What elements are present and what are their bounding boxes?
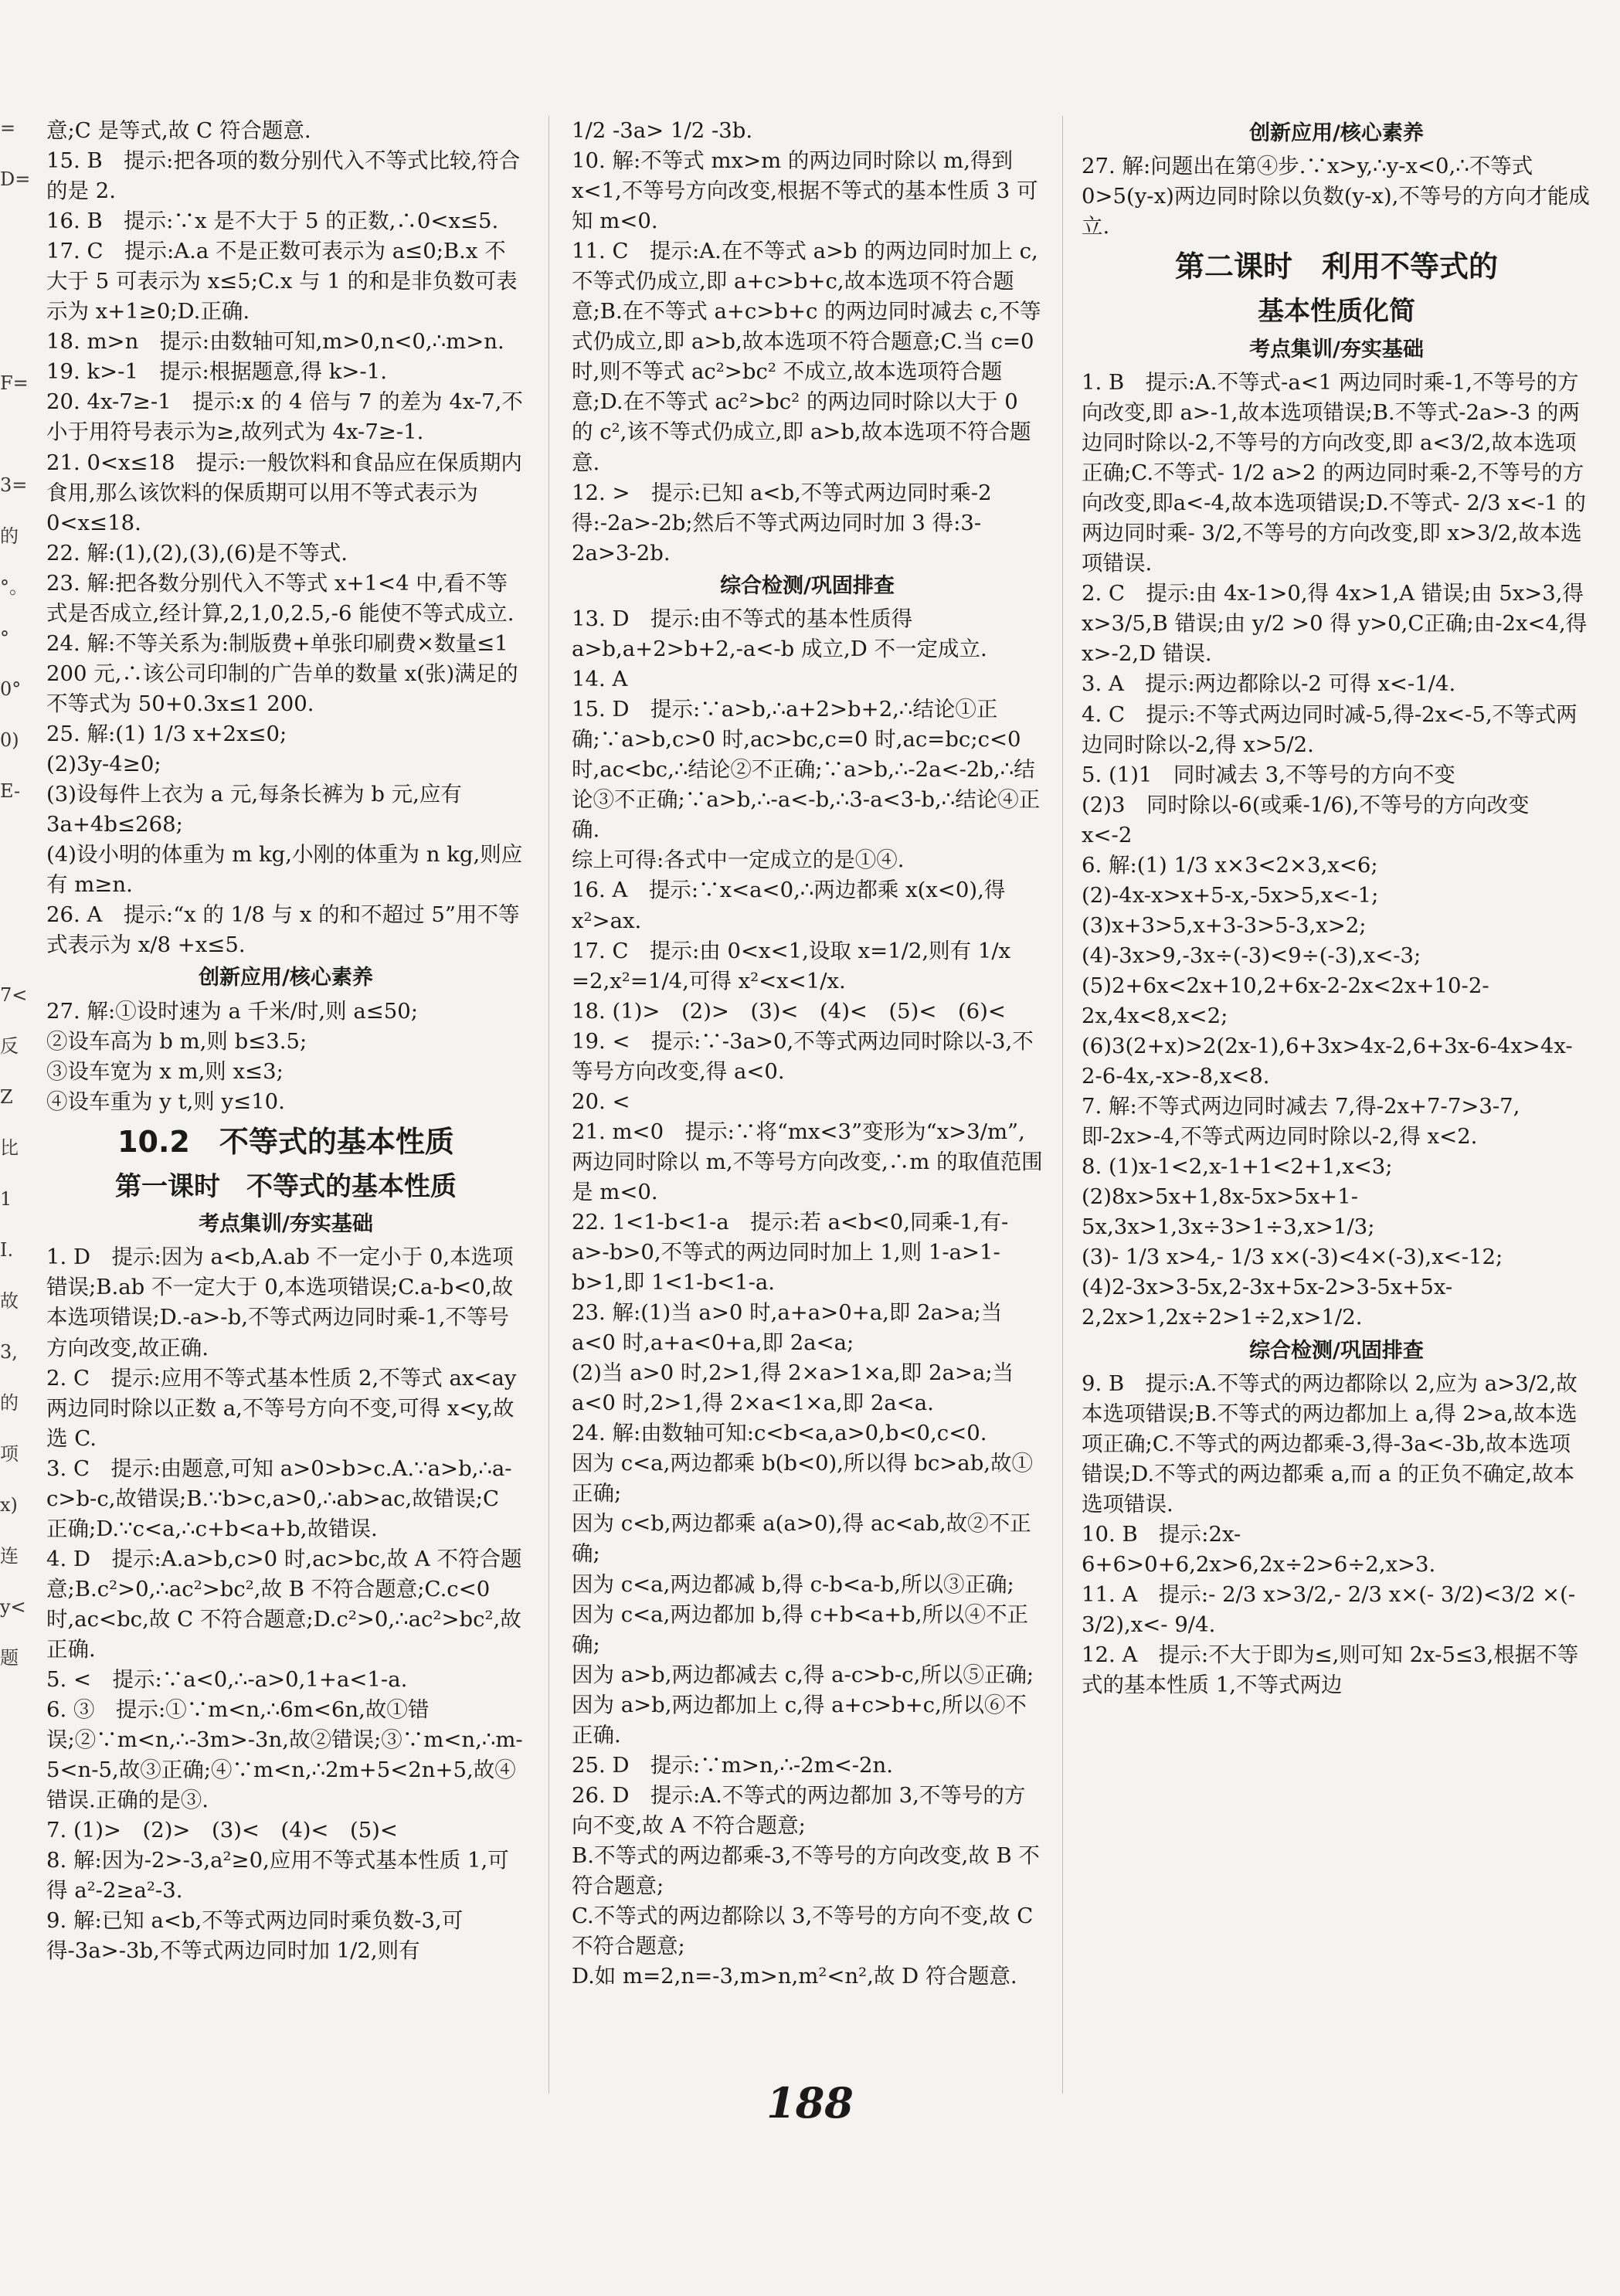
edge-mark	[0, 218, 20, 269]
answer-line: 因为 a>b,两边都减去 c,得 a-c>b-c,所以⑤正确;	[572, 1662, 1034, 1687]
answer-line: 25. D 提示:∵m>n,∴-2m<-2n.	[572, 1752, 894, 1778]
edge-mark: 的	[0, 525, 19, 547]
answer-line: (3)设每件上衣为 a 元,每条长裤为 b 元,应有 3a+4b≤268;	[46, 782, 469, 837]
answer-line: 5. < 提示:∵a<0,∴-a>0,1+a<1-a.	[46, 1667, 408, 1693]
answer-line: (3)x+3>5,x+3-3>5-3,x>2;	[1082, 912, 1367, 938]
answer-line: 7. (1)> (2)> (3)< (4)< (5)<	[46, 1818, 398, 1843]
answer-line: 21. m<0 提示:∵将“mx<3”变形为“x>3/m”,两边同时除以 m,不等号方向改变,∴m 的取值范围是 m<0.	[572, 1119, 1043, 1204]
answer-line: 25. 解:(1) 1/3 x+2x≤0;	[46, 721, 287, 746]
edge-mark	[0, 830, 20, 881]
answer-line: 26. A 提示:“x 的 1/8 与 x 的和不超过 5”用不等式表示为 x/8 +x≤5.	[46, 902, 520, 958]
section-heading: 第二课时 利用不等式的	[1174, 250, 1498, 284]
answer-line: 13. D 提示:由不等式的基本性质得 a>b,a+2>b+2,-a<-b 成立,D 不一定成立.	[572, 606, 987, 662]
answer-line: 17. C 提示:由 0<x<1,设取 x=1/2,则有 1/x =2,x²=1/4,可得 x²<x<1/x.	[572, 938, 1017, 993]
answer-line: 意;C 是等式,故 C 符合题意.	[46, 118, 311, 143]
left-edge-marks	[0, 116, 31, 2047]
answer-column-1	[46, 116, 525, 2094]
answer-line: 18. (1)> (2)> (3)< (4)< (5)< (6)<	[572, 998, 1006, 1024]
answer-line: 因为 c<a,两边都减 b,得 c-b<a-b,所以③正确;	[572, 1571, 1014, 1597]
answer-line: 10. B 提示:2x-6+6>0+6,2x>6,2x÷2>6÷2,x>3.	[1082, 1522, 1436, 1578]
answer-line: (4)-3x>9,-3x÷(-3)<9÷(-3),x<-3;	[1082, 943, 1421, 968]
edge-mark: 故	[0, 1290, 19, 1312]
answer-line: 23. 解:(1)当 a>0 时,a+a>0+a,即 2a>a;当 a<0 时,a+a<0+a,即 2a<a;	[572, 1300, 1009, 1356]
answer-line: 4. D 提示:A.a>b,c>0 时,ac>bc,故 A 不符合题意;B.c²>0,∴ac²>bc²,故 B 不符合题意;C.c<0 时,ac<bc,故 C 不符合题意;D.c²>0,∴ac²>bc²,故正确.	[46, 1546, 522, 1662]
answer-line: 24. 解:不等关系为:制版费+单张印刷费×数量≤1 200 元,∴该公司印制的广告单的数量 x(张)满足的不等式为 50+0.3x≤1 200.	[46, 630, 518, 716]
answer-line: 6. ③ 提示:①∵m<n,∴6m<6n,故①错误;②∵m<n,∴-3m>-3n,故②错误;③∵m<n,∴m-5<n-5,故③正确;④∵m<n,∴2m+5<2n+5,故④错误.正确的是③.	[46, 1697, 523, 1813]
answer-line: 3. A 提示:两边都除以-2 可得 x<-1/4.	[1082, 671, 1456, 697]
answer-line: C.不等式的两边都除以 3,不等号的方向不变,故 C 不符合题意;	[572, 1904, 1041, 1959]
section-subheading: 考点集训/夯实基础	[199, 1212, 373, 1237]
answer-line: 16. B 提示:∵x 是不大于 5 的正数,∴0<x≤5.	[46, 209, 499, 234]
edge-mark: 3=	[0, 474, 28, 496]
answer-line: 2. C 提示:应用不等式基本性质 2,不等式 ax<ay 两边同时除以正数 a,不等号方向不变,可得 x<y,故选 C.	[46, 1365, 524, 1451]
answer-line: 因为 c<a,两边都加 b,得 c+b<a+b,所以④不正确;	[572, 1601, 1029, 1657]
answer-line: 11. C 提示:A.在不等式 a>b 的两边同时加上 c,不等式仍成立,即 a+c>b+c,故本选项不符合题意;B.在不等式 a+c>b+c 的两边同时减去 c,不等式仍成立,即 a>b,故本选项不符合题意;C.当 c=0 时,则不等式 ac²>bc² 不成立,故本选项符合题意;D.在不等式 ac²>bc² 的两边同时除以大于 0 的 c²,该不等式仍成立,即 a>b,故本选项不符合题意.	[572, 239, 1041, 475]
edge-mark: y<	[0, 1596, 26, 1618]
column-divider	[1062, 116, 1063, 2094]
answer-line: 20. <	[572, 1089, 630, 1114]
answer-line: ③设车宽为 x m,则 x≤3;	[46, 1058, 284, 1084]
answer-line: 27. 解:①设时速为 a 千米/时,则 a≤50;	[46, 998, 419, 1024]
answer-line: 19. k>-1 提示:根据题意,得 k>-1.	[46, 359, 387, 385]
answer-line: 18. m>n 提示:由数轴可知,m>0,n<0,∴m>n.	[46, 329, 504, 355]
edge-mark: 7<	[0, 984, 28, 1006]
answer-line: 7. 解:不等式两边同时减去 7,得-2x+7-7>3-7,即-2x>-4,不等式两边同时除以-2,得 x<2.	[1082, 1094, 1520, 1150]
answer-line: 14. A	[572, 667, 628, 692]
answer-line: 6. 解:(1) 1/3 x×3<2×3,x<6;	[1082, 852, 1378, 878]
answer-line: ④设车重为 y t,则 y≤10.	[46, 1089, 285, 1114]
answer-line: 27. 解:问题出在第④步.∵x>y,∴y-x<0,∴不等式 0>5(y-x)两边同时除以负数(y-x),不等号的方向才能成立.	[1082, 154, 1590, 239]
answer-column-3	[1082, 116, 1595, 2094]
edge-mark: 连	[0, 1545, 19, 1567]
edge-mark	[0, 320, 20, 371]
answer-line: (5)2+6x<2x+10,2+6x-2-2x<2x+10-2-2x,4x<8,x<2;	[1082, 973, 1489, 1028]
answer-line: (6)3(2+x)>2(2x-1),6+3x>4x-2,6+3x-6-4x>4x-2-6-4x,-x>-8,x<8.	[1082, 1034, 1573, 1089]
answer-line: 9. B 提示:A.不等式的两边都除以 2,应为 a>3/2,故本选项错误;B.不等式的两边都加上 a,得 2>a,故本选项正确;C.不等式的两边都乘-3,得-3a<-3b,故本选项错误;D.不等式的两边都乘 a,而 a 的正负不确定,故本选项错误.	[1082, 1370, 1578, 1517]
edge-mark	[0, 422, 20, 473]
answer-line: 9. 解:已知 a<b,不等式两边同时乘负数-3,可得-3a>-3b,不等式两边同时加 1/2,则有	[46, 1908, 464, 1964]
answer-line: (4)设小明的体重为 m kg,小刚的体重为 n kg,则应有 m≥n.	[46, 842, 523, 898]
edge-mark: =	[0, 117, 16, 139]
answer-line: ②设车高为 b m,则 b≤3.5;	[46, 1028, 307, 1054]
answer-line: (3)- 1/3 x>4,- 1/3 x×(-3)<4×(-3),x<-12;	[1082, 1245, 1503, 1270]
section-subheading: 考点集训/夯实基础	[1249, 337, 1424, 362]
answer-line: 22. 解:(1),(2),(3),(6)是不等式.	[46, 540, 348, 566]
column-divider	[548, 116, 549, 2094]
section-heading: 基本性质化简	[1258, 296, 1415, 328]
answer-line: (2)当 a>0 时,2>1,得 2×a>1×a,即 2a>a;当 a<0 时,2>1,得 2×a<1×a,即 2a<a.	[572, 1360, 1021, 1416]
answer-line: 因为 c<b,两边都乘 a(a>0),得 ac<ab,故②不正确;	[572, 1511, 1031, 1567]
section-subheading: 综合检测/巩固排查	[1249, 1338, 1424, 1363]
edge-mark	[0, 881, 20, 932]
edge-mark: 比	[0, 1137, 19, 1159]
section-heading: 第一课时 不等式的基本性质	[115, 1170, 457, 1202]
answer-line: 3. C 提示:由题意,可知 a>0>b>c.A.∵a>b,∴a-c>b-c,故错误;B.∵b>c,a>0,∴ab>ac,故错误;C 正确;D.∵c<a,∴c+b<a+b,故错误.	[46, 1455, 512, 1541]
edge-mark	[0, 932, 20, 983]
answer-line: 8. 解:因为-2>-3,a²≥0,应用不等式基本性质 1,可得 a²-2≥a²-3.	[46, 1848, 509, 1904]
edge-mark: D=	[0, 168, 31, 190]
edge-mark: 3,	[0, 1341, 18, 1363]
edge-mark	[0, 269, 20, 320]
answer-line: 4. C 提示:不等式两边同时减-5,得-2x<-5,不等式两边同时除以-2,得 x>5/2.	[1082, 701, 1578, 757]
answer-line: 因为 c<a,两边都乘 b(b<0),所以得 bc>ab,故①正确;	[572, 1451, 1034, 1506]
answer-line: (4)2-3x>3-5x,2-3x+5x-2>3-5x+5x-2,2x>1,2x÷2>1÷2,x>1/2.	[1082, 1275, 1453, 1330]
answer-line: 20. 4x-7≥-1 提示:x 的 4 倍与 7 的差为 4x-7,不小于用符号表示为≥,故列式为 4x-7≥-1.	[46, 389, 523, 445]
edge-mark: 1	[0, 1188, 12, 1210]
edge-mark: °	[0, 627, 9, 649]
section-heading: 10.2 不等式的基本性质	[117, 1124, 454, 1159]
answer-line: 16. A 提示:∵x<a<0,∴两边都乘 x(x<0),得 x²>ax.	[572, 878, 1013, 933]
answer-line: B.不等式的两边都乘-3,不等号的方向改变,故 B 不符合题意;	[572, 1843, 1040, 1898]
section-subheading: 综合检测/巩固排查	[720, 573, 895, 598]
answer-line: (2)3y-4≥0;	[46, 751, 161, 776]
edge-mark: E-	[0, 780, 21, 802]
answer-line: 因为 a>b,两边都加上 c,得 a+c>b+c,所以⑥不正确.	[572, 1692, 1027, 1747]
edge-mark: x)	[0, 1494, 18, 1516]
answer-column-2	[572, 116, 1043, 2094]
answer-line: 26. D 提示:A.不等式的两边都加 3,不等号的方向不变,故 A 不符合题意;	[572, 1782, 1026, 1838]
edge-mark: 的	[0, 1392, 19, 1414]
answer-line: 24. 解:由数轴可知:c<b<a,a>0,b<0,c<0.	[572, 1421, 987, 1446]
answer-line: 12. A 提示:不大于即为≤,则可知 2x-5≤3,根据不等式的基本性质 1,不等式两边	[1082, 1642, 1579, 1698]
answer-line: 22. 1<1-b<1-a 提示:若 a<b<0,同乘-1,有-a>-b>0,不等式的两边同时加上 1,则 1-a>1-b>1,即 1<1-b<1-a.	[572, 1209, 1009, 1296]
answer-line: 2. C 提示:由 4x-1>0,得 4x>1,A 错误;由 5x>3,得 x>3/5,B 错误;由 y/2 >0 得 y>0,C正确;由-2x<4,得 x>-2,D 错误.	[1082, 581, 1595, 667]
answer-line: 12. > 提示:已知 a<b,不等式两边同时乘-2 得:-2a>-2b;然后不等式两边同时加 3 得:3-2a>3-2b.	[572, 480, 999, 566]
answer-line: 15. D 提示:∵a>b,∴a+2>b+2,∴结论①正确;∵a>b,c>0 时,ac>bc,c=0 时,ac=bc;c<0 时,ac<bc,∴结论②不正确;∵a>b,∴-2a<-2b,∴结论③不正确;∵a>b,∴-a<-b,∴3-a<3-b,∴结论④正确.	[572, 697, 1041, 843]
section-subheading: 创新应用/核心素养	[1249, 121, 1424, 145]
answer-line: 1/2 -3a> 1/2 -3b.	[572, 118, 753, 143]
edge-mark: Z	[0, 1086, 13, 1108]
answer-line: (2)8x>5x+1,8x-5x>5x+1-5x,3x>1,3x÷3>1÷3,x>1/3;	[1082, 1184, 1375, 1240]
answer-line: 23. 解:把各数分别代入不等式 x+1<4 中,看不等式是否成立,经计算,2,1,0,2.5,-6 能使不等式成立.	[46, 570, 515, 626]
page-number: 188	[766, 2078, 854, 2128]
answer-line: 1. B 提示:A.不等式-a<1 两边同时乘-1,不等号的方向改变,即 a>-1,故本选项错误;B.不等式-2a>-3 的两边同时除以-2,不等号的方向改变,即 a<3/2,故本选项正确;C.不等式- 1/2 a>2 的两边同时乘-2,不等号的方向改变,即a<-4,故本选项错误;D.不等式- 2/3 x<-1 的两边同时乘- 3/2,不等号的方向改变,即 x>3/2,故本选项错误.	[1082, 370, 1586, 576]
edge-mark: °。	[0, 576, 28, 598]
answer-line: 综上可得:各式中一定成立的是①④.	[572, 847, 905, 873]
answer-line: 19. < 提示:∵-3a>0,不等式两边同时除以-3,不等号方向改变,得 a<0.	[572, 1028, 1034, 1084]
answer-line: 21. 0<x≤18 提示:一般饮料和食品应在保质期内食用,那么该饮料的保质期可以用不等式表示为 0<x≤18.	[46, 450, 522, 535]
edge-mark: 0)	[0, 729, 19, 751]
answer-line: 1. D 提示:因为 a<b,A.ab 不一定小于 0,本选项错误;B.ab 不一定大于 0,本选项错误;C.a-b<0,故本选项错误;D.-a>-b,不等式两边同时乘-1,不等号方向改变,故正确.	[46, 1245, 514, 1360]
answer-line: 17. C 提示:A.a 不是正数可表示为 a≤0;B.x 不大于 5 可表示为 x≤5;C.x 与 1 的和是非负数可表示为 x+1≥0;D.正确.	[46, 239, 518, 324]
answer-line: (2)3 同时除以-6(或乘-1/6),不等号的方向改变 x<-2	[1082, 792, 1550, 847]
edge-mark: 题	[0, 1647, 19, 1669]
answer-line: (2)-4x-x>x+5-x,-5x>5,x<-1;	[1082, 882, 1379, 908]
section-subheading: 创新应用/核心素养	[199, 966, 373, 990]
answer-line: 10. 解:不等式 mx>m 的两边同时除以 m,得到 x<1,不等号方向改变,根据不等式的基本性质 3 可知 m<0.	[572, 148, 1038, 234]
answer-line: D.如 m=2,n=-3,m>n,m²<n²,故 D 符合题意.	[572, 1964, 1017, 1989]
edge-mark: I.	[0, 1239, 14, 1261]
edge-mark: 反	[0, 1035, 19, 1057]
edge-mark: 项	[0, 1443, 19, 1465]
answer-line: 11. A 提示:- 2/3 x>3/2,- 2/3 x×(- 3/2)<3/2 ×(- 3/2),x<- 9/4.	[1082, 1582, 1582, 1638]
answer-line: 8. (1)x-1<2,x-1+1<2+1,x<3;	[1082, 1154, 1393, 1180]
edge-mark: F=	[0, 372, 29, 394]
answer-line: 5. (1)1 同时减去 3,不等号的方向不变	[1082, 762, 1455, 787]
edge-mark: 0°	[0, 678, 22, 700]
answer-line: 15. B 提示:把各项的数分别代入不等式比较,符合的是 2.	[46, 148, 521, 204]
